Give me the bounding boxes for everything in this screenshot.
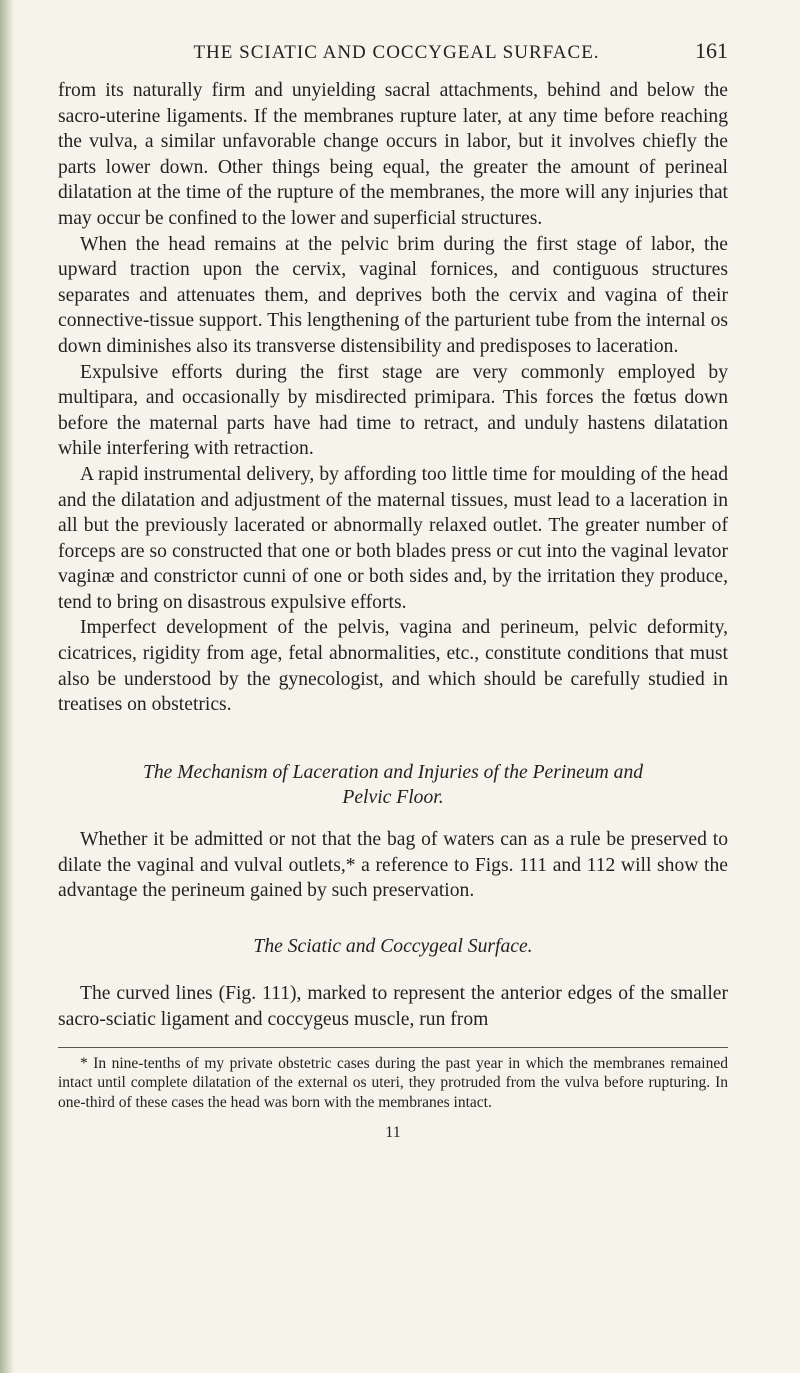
paragraph-expulsive-efforts: Expulsive efforts during the first stage are very commonly employed by multipara, and occasionally by misdirected primipara. This forces the fœtus down before the maternal parts have had time to retract, and unduly hastens dilatation while interfering with retraction.	[58, 361, 728, 460]
paragraph-instrumental-delivery: A rapid instrumental delivery, by affording too little time for moulding of the head and the dilatation and adjustment of the maternal tissues, must lead to a laceration in all but the previously lacerated or abnormally relaxed outlet. The greater number of forceps are so constructed that one or both blades press or cut into the vaginal levator vaginæ and constrictor cunni of one or both sides and, by the irritation they produce, tend to bring on disastrous expulsive efforts.	[58, 463, 728, 613]
body-text	[58, 78, 728, 1142]
footnote-rule	[58, 1047, 728, 1048]
section-heading-sciatic: The Sciatic and Coccygeal Surface.	[253, 935, 533, 957]
paragraph-head-at-brim: When the head remains at the pelvic brim during the first stage of labor, the upward traction upon the cervix, vaginal fornices, and contiguous structures separates and attenuates them, and deprives both the cervix and vagina of their connective-tissue support. This lengthening of the parturient tube from the internal os down diminishes also its transverse distensibility and predisposes to laceration.	[58, 233, 729, 357]
footnote: * In nine-tenths of my private obstetric cases during the past year in which the membranes remained intact until complete dilatation of the external os uteri, they protruded from the vulva before rupturing. In one-third of these cases the head was born with the membranes intact.	[58, 1054, 728, 1111]
section-heading-mechanism-line2: Pelvic Floor.	[342, 787, 444, 809]
paragraph-continuation: from its naturally firm and unyielding sacral attachments, behind and below the sacro-uterine ligaments. If the membranes rupture later, at any time before reaching the vulva, a similar unfavorable change occurs in labor, but it involves chiefly the parts lower down. Other things being equal, the greater the amount of perineal dilatation at the time of the rupture of the membranes, the more will any injuries that may occur be confined to the lower and superficial structures.	[58, 80, 728, 229]
page-edge-shadow	[0, 0, 14, 1373]
page-number: 161	[695, 38, 728, 63]
section-heading-mechanism-line1: The Mechanism of Laceration and Injuries of the Perineum and	[142, 761, 644, 783]
paragraph-bag-of-waters: Whether it be admitted or not that the bag of waters can as a rule be preserved to dilate the vaginal and vulval outlets,* a reference to Figs. 111 and 112 will show the advantage the perineum gained by such preservation.	[58, 829, 728, 902]
paragraph-imperfect-development: Imperfect development of the pelvis, vagina and perineum, pelvic deformity, cicatrices, rigidity from age, fetal abnormalities, etc., constitute conditions that must also be understood by the gynecologist, and which should be carefully studied in treatises on obstetrics.	[58, 617, 728, 716]
book-page	[58, 38, 728, 1142]
section-heading-mechanism	[58, 760, 728, 811]
page-header	[58, 38, 728, 72]
running-head: THE SCIATIC AND COCCYGEAL SURFACE.	[193, 42, 600, 63]
paragraph-curved-lines: The curved lines (Fig. 111), marked to represent the anterior edges of the smaller sacro-sciatic ligament and coccygeus muscle, run from	[58, 983, 728, 1030]
signature-mark: 11	[385, 1124, 401, 1142]
